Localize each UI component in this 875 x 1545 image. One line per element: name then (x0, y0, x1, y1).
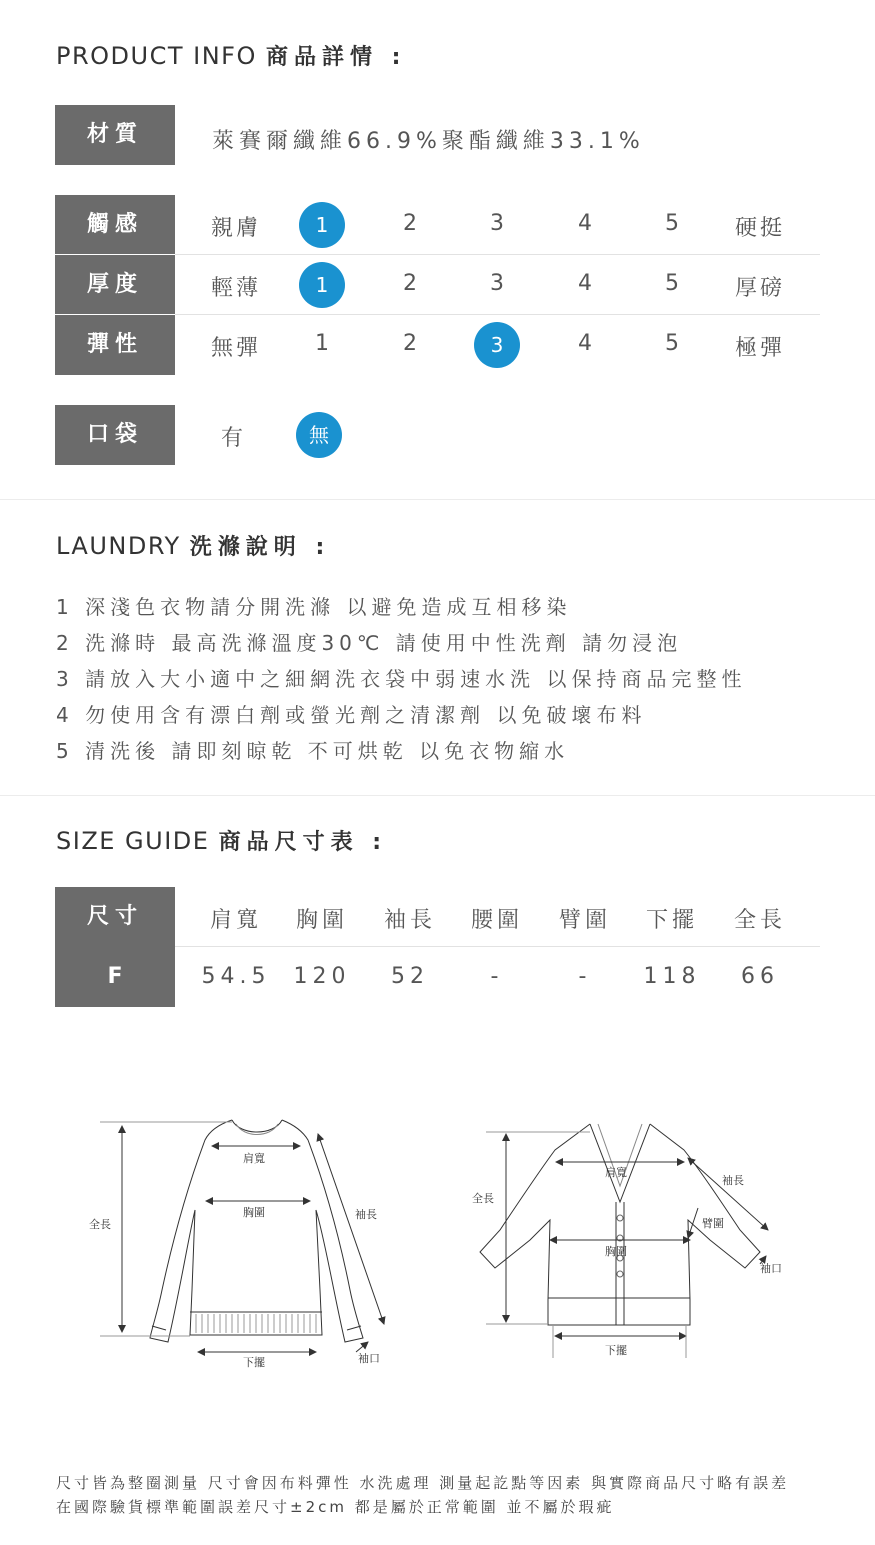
scale-value: 1 (315, 331, 329, 356)
scale-low-label: 無彈 (210, 336, 261, 361)
sweater-diagram (100, 1120, 384, 1352)
product-info-heading (56, 40, 406, 71)
heading-en: SIZE GUIDE (56, 827, 210, 855)
pocket-option-yes: 有 (220, 426, 243, 451)
diag-sweater-chest: 胸圍 (243, 1206, 265, 1219)
scale-high-label: 硬挺 (734, 216, 785, 241)
diag-cardigan-arm: 臂圍 (702, 1217, 724, 1230)
diag-cardigan-cuff: 袖口 (760, 1262, 782, 1275)
diag-cardigan-sleeve: 袖長 (722, 1174, 744, 1187)
row-divider (175, 314, 820, 315)
laundry-item: 4 勿使用含有漂白劑或螢光劑之清潔劑 以免破壞布料 (56, 703, 647, 727)
size-column-header: 下擺 (645, 908, 698, 933)
size-column-header: 袖長 (383, 908, 436, 933)
diag-sweater-sleeve: 袖長 (355, 1208, 377, 1221)
scale-low-label: 親膚 (210, 216, 261, 241)
pocket-label: 口袋 (55, 405, 175, 465)
scale-label-feel: 觸感 (55, 195, 175, 254)
diag-cardigan-chest: 胸圍 (605, 1245, 627, 1258)
section-divider (0, 795, 875, 796)
diag-sweater-cuff: 袖口 (358, 1352, 380, 1365)
scale-value: 5 (665, 331, 679, 356)
heading-en: LAUNDRY (56, 532, 181, 560)
heading-zh: 洗滌說明 : (189, 535, 331, 560)
section-divider (0, 499, 875, 500)
diag-cardigan-shoulder: 肩寬 (605, 1166, 627, 1179)
size-cell: 66 (741, 964, 779, 989)
size-column-header: 胸圍 (295, 908, 348, 933)
scale-label-elasticity: 彈性 (55, 315, 175, 375)
size-header-label: 尺寸 (55, 887, 175, 947)
laundry-item: 5 清洗後 請即刻晾乾 不可烘乾 以免衣物縮水 (56, 739, 570, 763)
heading-zh: 商品尺寸表 : (218, 830, 388, 855)
size-column-header: 肩寬 (209, 908, 262, 933)
heading-zh: 商品詳情 : (266, 45, 407, 70)
row-divider (175, 254, 820, 255)
scale-value-selected: 3 (474, 322, 520, 368)
laundry-item: 1 深淺色衣物請分開洗滌 以避免造成互相移染 (56, 595, 572, 619)
scale-value: 4 (578, 271, 592, 296)
diag-sweater-hem: 下擺 (243, 1356, 265, 1369)
scale-value: 3 (490, 211, 504, 236)
material-value: 萊賽爾纖維66.9%聚酯纖維33.1% (212, 129, 645, 154)
scale-value: 5 (665, 211, 679, 236)
scale-value: 2 (403, 331, 417, 356)
pocket-option-no-selected: 無 (296, 412, 342, 458)
diag-cardigan-length: 全長 (472, 1192, 494, 1205)
scale-value-selected: 1 (299, 202, 345, 248)
size-cell: 118 (643, 964, 701, 989)
size-column-header: 臂圍 (558, 908, 611, 933)
footnote-line: 尺寸皆為整圈測量 尺寸會因布料彈性 水洗處理 測量起訖點等因素 與實際商品尺寸略有誤差 (56, 1474, 790, 1492)
scale-value: 5 (665, 271, 679, 296)
scale-value: 4 (578, 331, 592, 356)
scale-value-selected: 1 (299, 262, 345, 308)
scale-value: 4 (578, 211, 592, 236)
size-guide-heading (56, 825, 387, 856)
scale-high-label: 厚磅 (734, 276, 785, 301)
row-divider (175, 946, 820, 947)
material-label: 材質 (55, 105, 175, 165)
diag-sweater-length: 全長 (89, 1218, 111, 1231)
diag-cardigan-hem: 下擺 (605, 1344, 627, 1357)
laundry-item: 3 請放入大小適中之細網洗衣袋中弱速水洗 以保持商品完整性 (56, 667, 747, 691)
scale-label-thickness: 厚度 (55, 255, 175, 314)
scale-low-label: 輕薄 (210, 276, 261, 301)
size-cell: 120 (293, 964, 351, 989)
scale-value: 2 (403, 271, 417, 296)
size-cell: - (578, 964, 592, 989)
size-cell: - (490, 964, 504, 989)
scale-value: 3 (490, 271, 504, 296)
diag-sweater-shoulder: 肩寬 (243, 1152, 265, 1165)
scale-high-label: 極彈 (734, 336, 785, 361)
footnote-line: 在國際驗貨標準範圍誤差尺寸±2cm 都是屬於正常範圍 並不屬於瑕疵 (56, 1498, 615, 1516)
laundry-heading (56, 530, 330, 561)
laundry-item: 2 洗滌時 最高洗滌溫度30℃ 請使用中性洗劑 請勿浸泡 (56, 631, 683, 655)
size-cell: 52 (391, 964, 429, 989)
cardigan-diagram (480, 1124, 768, 1358)
scale-value: 2 (403, 211, 417, 236)
size-cell: 54.5 (201, 964, 271, 989)
heading-en: PRODUCT INFO (56, 42, 257, 70)
size-column-header: 全長 (733, 908, 786, 933)
garment-diagrams (0, 1090, 875, 1380)
size-column-header: 腰圍 (470, 908, 523, 933)
size-row-label: F (55, 947, 175, 1007)
